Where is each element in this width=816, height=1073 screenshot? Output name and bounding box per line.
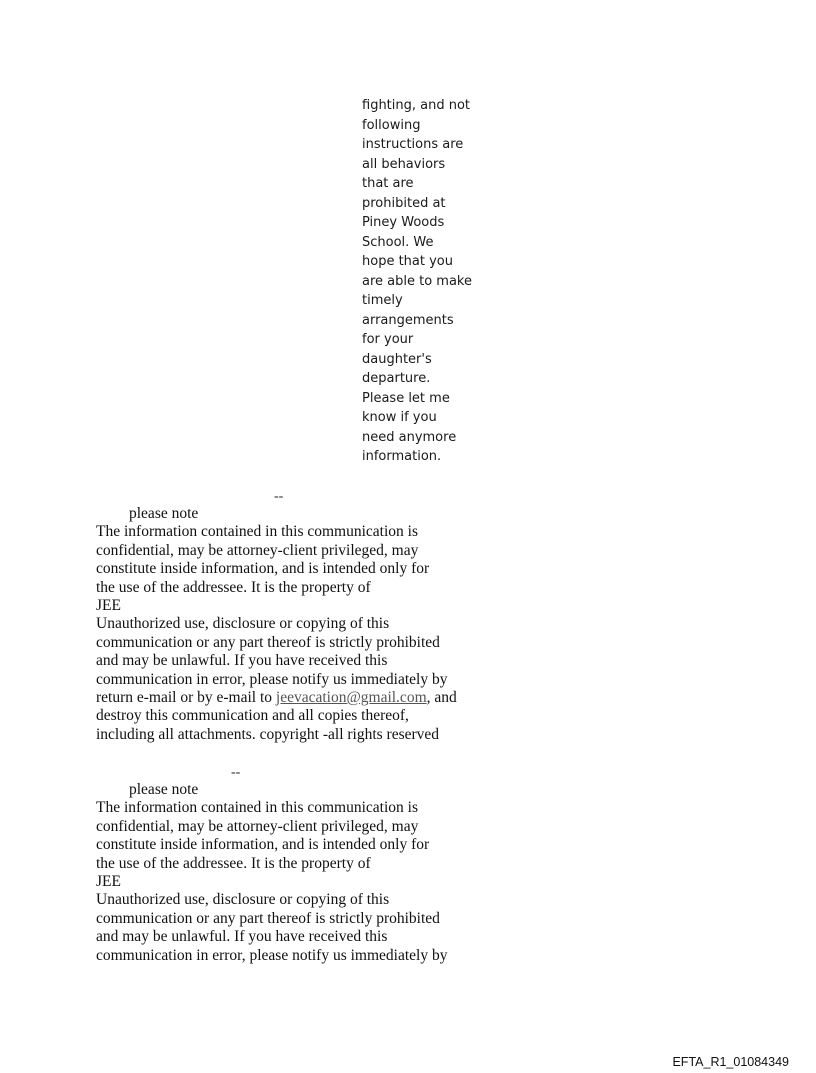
notice-line: the use of the addressee. It is the property of <box>96 578 371 596</box>
notice-line: destroy this communication and all copies thereof, <box>96 707 409 725</box>
confidentiality-notice <box>96 781 447 965</box>
confidentiality-notice <box>96 505 457 744</box>
notice-line: the use of the addressee. It is the property of <box>96 854 371 872</box>
signature-separator: -- <box>274 489 284 504</box>
notice-line: communication or any part thereof is strictly prohibited <box>96 633 440 651</box>
notice-line: The information contained in this communication is <box>96 523 418 541</box>
notice-line: constitute inside information, and is intended only for <box>96 560 430 578</box>
message-line: information. <box>362 449 442 464</box>
message-line: daughter's <box>362 351 432 367</box>
message-line: know if you <box>362 410 437 425</box>
email-link[interactable]: jeevacation@gmail.com <box>275 689 427 707</box>
message-line: arrangements <box>362 312 454 328</box>
document-id: EFTA_R1_01084349 <box>672 1055 789 1069</box>
notice-line: The information contained in this communication is <box>96 799 418 817</box>
notice-line: and may be unlawful. If you have received this <box>96 928 388 946</box>
notice-line: communication in error, please notify us immediately by <box>96 946 448 964</box>
notice-heading: please note <box>129 505 199 522</box>
message-column <box>362 96 482 467</box>
return-suffix: , and <box>426 689 457 707</box>
message-line: prohibited at <box>362 195 446 211</box>
message-line: for your <box>362 332 414 347</box>
return-prefix: return e-mail or by e-mail to <box>96 689 276 707</box>
message-line: departure. <box>362 371 431 386</box>
message-line: need anymore <box>362 429 457 445</box>
message-line: fighting, and not <box>362 98 471 113</box>
message-line: all behaviors <box>362 156 446 172</box>
message-line: Please let me <box>362 390 450 406</box>
notice-line: Unauthorized use, disclosure or copying of this <box>96 615 390 633</box>
notice-line: confidential, may be attorney-client privileged, may <box>96 541 419 559</box>
notice-heading: please note <box>129 781 199 798</box>
message-line: following <box>362 117 421 133</box>
message-line: instructions are <box>362 137 464 152</box>
message-line: are able to make <box>362 273 472 289</box>
notice-line: Unauthorized use, disclosure or copying of this <box>96 891 390 909</box>
notice-line: communication or any part thereof is strictly prohibited <box>96 909 440 927</box>
notice-line: including all attachments. copyright -all rights reserved <box>96 725 440 743</box>
signature-separator: -- <box>231 765 241 780</box>
message-line: that are <box>362 176 414 191</box>
message-line: School. We <box>362 234 434 250</box>
message-line: timely <box>362 293 403 308</box>
notice-line: JEE <box>96 873 121 891</box>
notice-line: confidential, may be attorney-client privileged, may <box>96 817 419 835</box>
message-line: Piney Woods <box>362 215 445 230</box>
notice-line: constitute inside information, and is intended only for <box>96 836 430 854</box>
notice-line: JEE <box>96 597 121 615</box>
notice-line <box>96 689 457 707</box>
notice-line: and may be unlawful. If you have received this <box>96 652 388 670</box>
notice-line: communication in error, please notify us immediately by <box>96 670 448 688</box>
message-line: hope that you <box>362 254 453 269</box>
